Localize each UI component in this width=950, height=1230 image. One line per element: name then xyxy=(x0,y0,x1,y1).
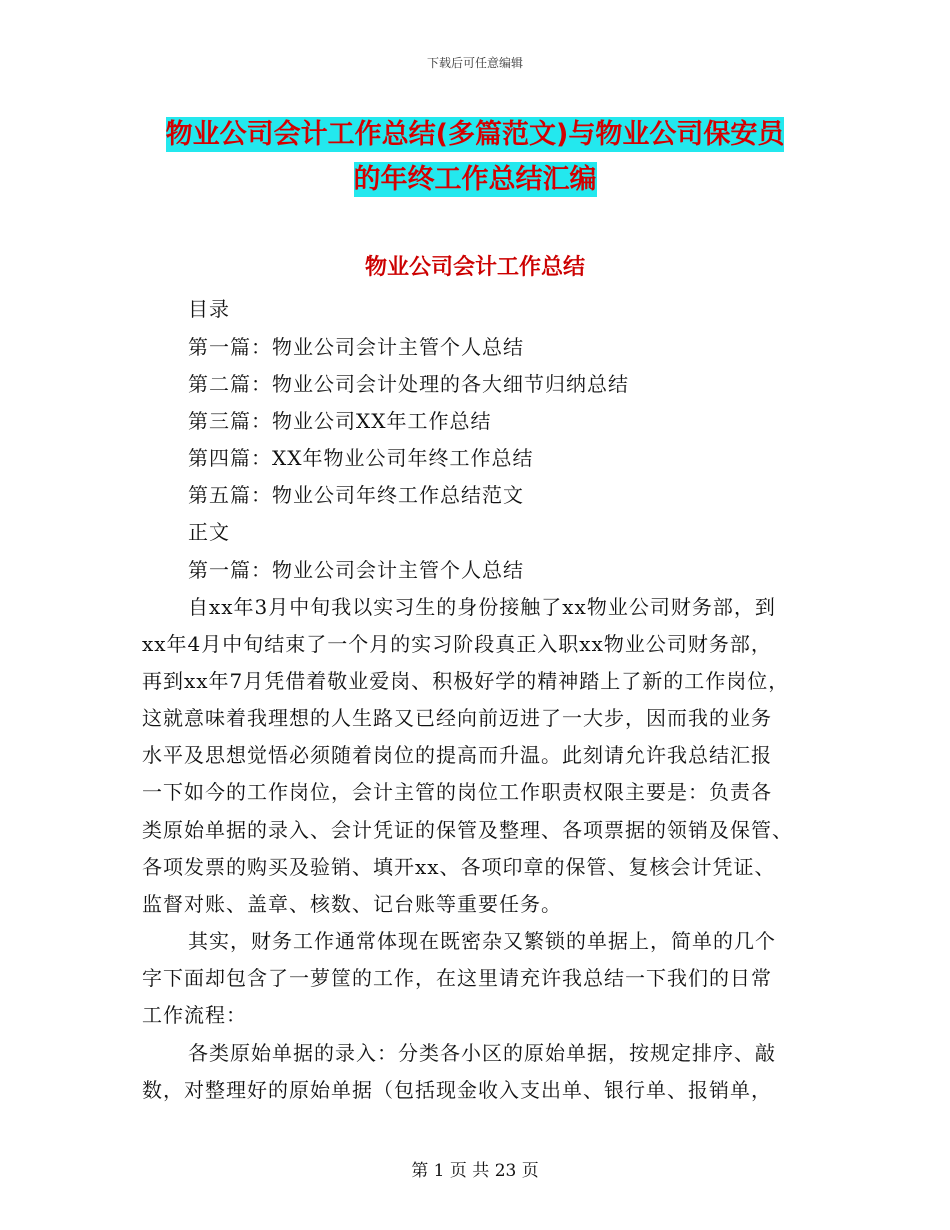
main-text-label: 正文 xyxy=(188,520,230,544)
paragraph-line: 一下如今的工作岗位，会计主管的岗位工作职责权限主要是：负责各 xyxy=(142,780,772,804)
paragraph-line: 各类原始单据的录入：分类各小区的原始单据，按规定排序、敲 xyxy=(188,1041,776,1065)
document-title-line-2 xyxy=(0,157,950,196)
section-subtitle: 物业公司会计工作总结 xyxy=(364,255,585,280)
page-number-footer: 第 1 页 共 23 页 xyxy=(411,1161,539,1181)
paragraph-line: 各项发票的购买及验销、填开xx、各项印章的保管、复核会计凭证、 xyxy=(142,855,776,879)
document-title-line-1 xyxy=(0,112,950,151)
paragraph-line: 再到xx年7月凭借着敬业爱岗、积极好学的精神踏上了新的工作岗位， xyxy=(142,669,790,693)
paragraph-line: 类原始单据的录入、会计凭证的保管及整理、各项票据的领销及保管、 xyxy=(142,818,793,842)
toc-item: 第二篇：物业公司会计处理的各大细节归纳总结 xyxy=(188,372,629,396)
title-line-2-text: 的年终工作总结汇编 xyxy=(353,164,597,195)
title-line-1-text: 物业公司会计工作总结(多篇范文)与物业公司保安员 xyxy=(165,119,785,150)
toc-item: 第三篇：物业公司XX年工作总结 xyxy=(188,409,492,433)
paragraph-line: 这就意味着我理想的人生路又已经向前迈进了一大步，因而我的业务 xyxy=(142,706,772,730)
paragraph-line: 水平及思想觉悟必须随着岗位的提高而升温。此刻请允许我总结汇报 xyxy=(142,743,772,767)
paragraph-line: 工作流程： xyxy=(142,1003,247,1027)
paragraph-line: 其实，财务工作通常体现在既密杂又繁锁的单据上，简单的几个 xyxy=(188,929,776,953)
paragraph-line: 自xx年3月中旬我以实习生的身份接触了xx物业公司财务部，到 xyxy=(188,595,776,619)
section-heading: 第一篇：物业公司会计主管个人总结 xyxy=(188,558,524,582)
toc-item: 第一篇：物业公司会计主管个人总结 xyxy=(188,335,524,359)
page-header-note: 下载后可任意编辑 xyxy=(426,56,523,70)
paragraph-line: 数，对整理好的原始单据（包括现金收入支出单、银行单、报销单， xyxy=(142,1078,772,1102)
paragraph-line: xx年4月中旬结束了一个月的实习阶段真正入职xx物业公司财务部， xyxy=(142,632,772,656)
paragraph-line: 监督对账、盖章、核数、记台账等重要任务。 xyxy=(142,892,562,916)
toc-item: 第五篇：物业公司年终工作总结范文 xyxy=(188,483,524,507)
paragraph-line: 字下面却包含了一萝筐的工作，在这里请充许我总结一下我们的日常 xyxy=(142,966,772,990)
toc-item: 第四篇：XX年物业公司年终工作总结 xyxy=(188,446,534,470)
toc-heading: 目录 xyxy=(188,297,230,321)
